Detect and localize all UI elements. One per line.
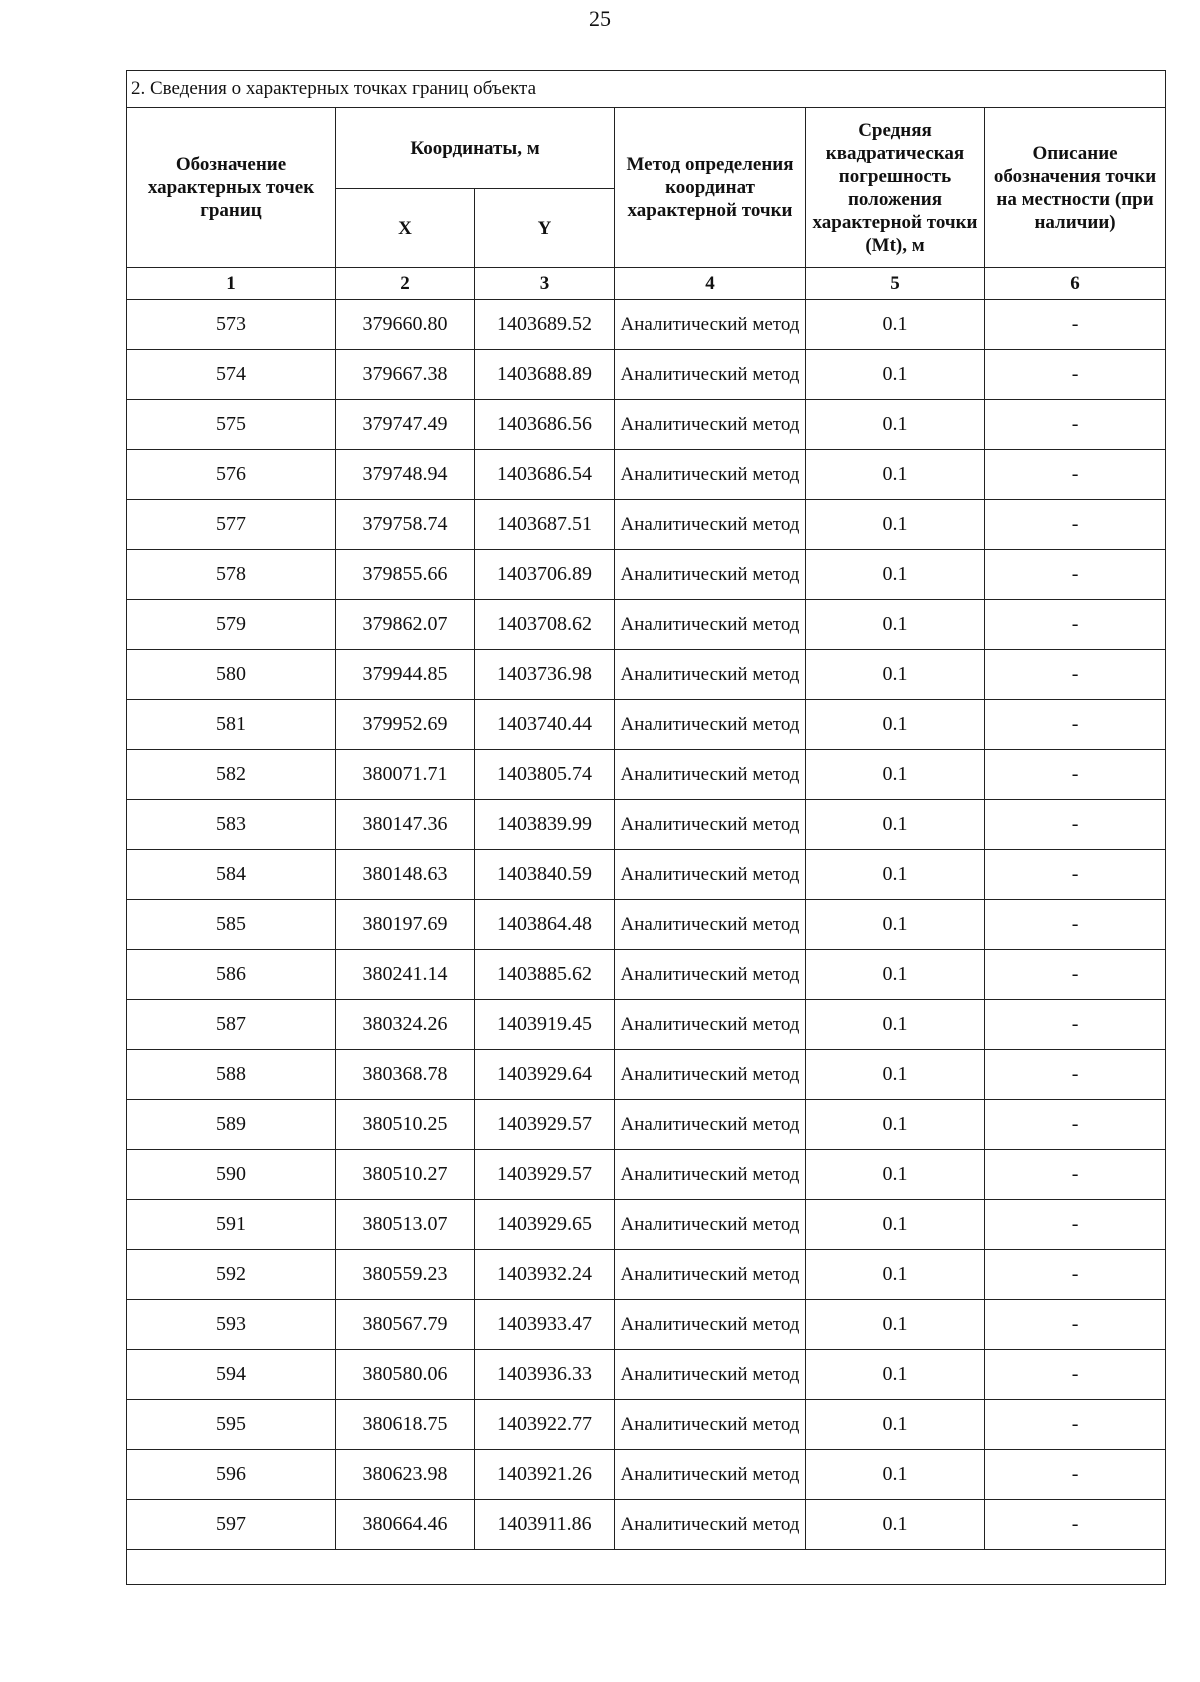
x-coordinate-cell: 379855.66 — [336, 550, 475, 600]
description-cell: - — [985, 1200, 1166, 1250]
header-x: X — [336, 189, 475, 268]
point-id-cell: 573 — [127, 300, 336, 350]
x-coordinate-cell: 380580.06 — [336, 1350, 475, 1400]
accuracy-cell: 0.1 — [806, 600, 985, 650]
table-row — [127, 900, 1166, 950]
point-id-cell: 576 — [127, 450, 336, 500]
table-row — [127, 450, 1166, 500]
description-cell: - — [985, 1100, 1166, 1150]
y-coordinate-cell: 1403864.48 — [475, 900, 615, 950]
y-coordinate-cell: 1403929.57 — [475, 1100, 615, 1150]
method-cell: Аналитический метод — [615, 1100, 806, 1150]
table-body — [127, 300, 1166, 1550]
x-coordinate-cell: 380324.26 — [336, 1000, 475, 1050]
accuracy-cell: 0.1 — [806, 1200, 985, 1250]
description-cell: - — [985, 850, 1166, 900]
x-coordinate-cell: 379944.85 — [336, 650, 475, 700]
point-id-cell: 596 — [127, 1450, 336, 1500]
table-row — [127, 300, 1166, 350]
point-id-cell: 577 — [127, 500, 336, 550]
accuracy-cell: 0.1 — [806, 1450, 985, 1500]
point-id-cell: 579 — [127, 600, 336, 650]
column-number: 6 — [985, 268, 1166, 300]
point-id-cell: 581 — [127, 700, 336, 750]
y-coordinate-cell: 1403922.77 — [475, 1400, 615, 1450]
table-row — [127, 550, 1166, 600]
method-cell: Аналитический метод — [615, 1500, 806, 1550]
accuracy-cell: 0.1 — [806, 1300, 985, 1350]
table-row — [127, 500, 1166, 550]
x-coordinate-cell: 380241.14 — [336, 950, 475, 1000]
table-row — [127, 750, 1166, 800]
x-coordinate-cell: 379758.74 — [336, 500, 475, 550]
column-number: 5 — [806, 268, 985, 300]
y-coordinate-cell: 1403885.62 — [475, 950, 615, 1000]
method-cell: Аналитический метод — [615, 300, 806, 350]
method-cell: Аналитический метод — [615, 450, 806, 500]
accuracy-cell: 0.1 — [806, 800, 985, 850]
x-coordinate-cell: 379862.07 — [336, 600, 475, 650]
x-coordinate-cell: 379660.80 — [336, 300, 475, 350]
y-coordinate-cell: 1403706.89 — [475, 550, 615, 600]
accuracy-cell: 0.1 — [806, 1400, 985, 1450]
description-cell: - — [985, 1250, 1166, 1300]
method-cell: Аналитический метод — [615, 1250, 806, 1300]
accuracy-cell: 0.1 — [806, 350, 985, 400]
method-cell: Аналитический метод — [615, 700, 806, 750]
table-row — [127, 1450, 1166, 1500]
table-row — [127, 600, 1166, 650]
y-coordinate-cell: 1403686.54 — [475, 450, 615, 500]
x-coordinate-cell: 380618.75 — [336, 1400, 475, 1450]
table-row — [127, 700, 1166, 750]
accuracy-cell: 0.1 — [806, 850, 985, 900]
description-cell: - — [985, 500, 1166, 550]
method-cell: Аналитический метод — [615, 1200, 806, 1250]
method-cell: Аналитический метод — [615, 1150, 806, 1200]
y-coordinate-cell: 1403708.62 — [475, 600, 615, 650]
point-id-cell: 574 — [127, 350, 336, 400]
point-id-cell: 593 — [127, 1300, 336, 1350]
x-coordinate-cell: 380148.63 — [336, 850, 475, 900]
accuracy-cell: 0.1 — [806, 950, 985, 1000]
description-cell: - — [985, 600, 1166, 650]
boundary-points-table — [126, 70, 1166, 1585]
y-coordinate-cell: 1403686.56 — [475, 400, 615, 450]
description-cell: - — [985, 1050, 1166, 1100]
method-cell: Аналитический метод — [615, 750, 806, 800]
accuracy-cell: 0.1 — [806, 700, 985, 750]
description-cell: - — [985, 1000, 1166, 1050]
method-cell: Аналитический метод — [615, 350, 806, 400]
method-cell: Аналитический метод — [615, 850, 806, 900]
header-description: Описание обозначения точки на местности (при наличии) — [985, 108, 1166, 268]
y-coordinate-cell: 1403911.86 — [475, 1500, 615, 1550]
table-row — [127, 350, 1166, 400]
table-row — [127, 1400, 1166, 1450]
method-cell: Аналитический метод — [615, 400, 806, 450]
table-row — [127, 1300, 1166, 1350]
description-cell: - — [985, 1500, 1166, 1550]
y-coordinate-cell: 1403933.47 — [475, 1300, 615, 1350]
accuracy-cell: 0.1 — [806, 500, 985, 550]
header-accuracy: Средняя квадратическая погрешность положения характерной точки (Mt), м — [806, 108, 985, 268]
accuracy-cell: 0.1 — [806, 300, 985, 350]
x-coordinate-cell: 380071.71 — [336, 750, 475, 800]
description-cell: - — [985, 1300, 1166, 1350]
method-cell: Аналитический метод — [615, 1450, 806, 1500]
y-coordinate-cell: 1403688.89 — [475, 350, 615, 400]
description-cell: - — [985, 750, 1166, 800]
description-cell: - — [985, 350, 1166, 400]
method-cell: Аналитический метод — [615, 550, 806, 600]
method-cell: Аналитический метод — [615, 600, 806, 650]
point-id-cell: 583 — [127, 800, 336, 850]
point-id-cell: 580 — [127, 650, 336, 700]
description-cell: - — [985, 950, 1166, 1000]
table-row — [127, 1100, 1166, 1150]
method-cell: Аналитический метод — [615, 950, 806, 1000]
header-coordinates: Координаты, м — [336, 108, 615, 189]
header-method: Метод определения координат характерной точки — [615, 108, 806, 268]
x-coordinate-cell: 379748.94 — [336, 450, 475, 500]
method-cell: Аналитический метод — [615, 500, 806, 550]
description-cell: - — [985, 300, 1166, 350]
y-coordinate-cell: 1403919.45 — [475, 1000, 615, 1050]
table-row — [127, 800, 1166, 850]
x-coordinate-cell: 380513.07 — [336, 1200, 475, 1250]
x-coordinate-cell: 380510.27 — [336, 1150, 475, 1200]
point-id-cell: 578 — [127, 550, 336, 600]
accuracy-cell: 0.1 — [806, 1150, 985, 1200]
accuracy-cell: 0.1 — [806, 450, 985, 500]
point-id-cell: 591 — [127, 1200, 336, 1250]
point-id-cell: 589 — [127, 1100, 336, 1150]
x-coordinate-cell: 380623.98 — [336, 1450, 475, 1500]
empty-footer-row — [127, 1550, 1166, 1585]
table-row — [127, 1200, 1166, 1250]
y-coordinate-cell: 1403840.59 — [475, 850, 615, 900]
table-row — [127, 650, 1166, 700]
page-number: 25 — [589, 6, 611, 31]
accuracy-cell: 0.1 — [806, 1000, 985, 1050]
x-coordinate-cell: 380510.25 — [336, 1100, 475, 1150]
y-coordinate-cell: 1403736.98 — [475, 650, 615, 700]
table-row — [127, 950, 1166, 1000]
x-coordinate-cell: 379747.49 — [336, 400, 475, 450]
table-row — [127, 1500, 1166, 1550]
accuracy-cell: 0.1 — [806, 900, 985, 950]
table-row — [127, 1350, 1166, 1400]
x-coordinate-cell: 380664.46 — [336, 1500, 475, 1550]
column-number: 3 — [475, 268, 615, 300]
y-coordinate-cell: 1403921.26 — [475, 1450, 615, 1500]
description-cell: - — [985, 650, 1166, 700]
point-id-cell: 582 — [127, 750, 336, 800]
description-cell: - — [985, 800, 1166, 850]
accuracy-cell: 0.1 — [806, 650, 985, 700]
table-row — [127, 1150, 1166, 1200]
column-number: 1 — [127, 268, 336, 300]
column-number: 4 — [615, 268, 806, 300]
point-id-cell: 592 — [127, 1250, 336, 1300]
description-cell: - — [985, 1350, 1166, 1400]
y-coordinate-cell: 1403687.51 — [475, 500, 615, 550]
x-coordinate-cell: 380197.69 — [336, 900, 475, 950]
point-id-cell: 590 — [127, 1150, 336, 1200]
point-id-cell: 585 — [127, 900, 336, 950]
description-cell: - — [985, 550, 1166, 600]
description-cell: - — [985, 700, 1166, 750]
y-coordinate-cell: 1403689.52 — [475, 300, 615, 350]
table-row — [127, 400, 1166, 450]
point-id-cell: 575 — [127, 400, 336, 450]
point-id-cell: 584 — [127, 850, 336, 900]
x-coordinate-cell: 379667.38 — [336, 350, 475, 400]
accuracy-cell: 0.1 — [806, 1350, 985, 1400]
description-cell: - — [985, 1400, 1166, 1450]
description-cell: - — [985, 1150, 1166, 1200]
point-id-cell: 597 — [127, 1500, 336, 1550]
method-cell: Аналитический метод — [615, 800, 806, 850]
point-id-cell: 587 — [127, 1000, 336, 1050]
table-row — [127, 1050, 1166, 1100]
accuracy-cell: 0.1 — [806, 550, 985, 600]
method-cell: Аналитический метод — [615, 1300, 806, 1350]
y-coordinate-cell: 1403740.44 — [475, 700, 615, 750]
description-cell: - — [985, 900, 1166, 950]
description-cell: - — [985, 1450, 1166, 1500]
point-id-cell: 594 — [127, 1350, 336, 1400]
accuracy-cell: 0.1 — [806, 750, 985, 800]
method-cell: Аналитический метод — [615, 900, 806, 950]
point-id-cell: 588 — [127, 1050, 336, 1100]
y-coordinate-cell: 1403839.99 — [475, 800, 615, 850]
table-row — [127, 1000, 1166, 1050]
y-coordinate-cell: 1403805.74 — [475, 750, 615, 800]
y-coordinate-cell: 1403929.57 — [475, 1150, 615, 1200]
x-coordinate-cell: 380147.36 — [336, 800, 475, 850]
table-caption: 2. Сведения о характерных точках границ объекта — [127, 71, 1166, 108]
method-cell: Аналитический метод — [615, 1050, 806, 1100]
x-coordinate-cell: 380567.79 — [336, 1300, 475, 1350]
x-coordinate-cell: 380368.78 — [336, 1050, 475, 1100]
header-designation: Обозначение характерных точек границ — [127, 108, 336, 268]
accuracy-cell: 0.1 — [806, 1500, 985, 1550]
y-coordinate-cell: 1403929.65 — [475, 1200, 615, 1250]
method-cell: Аналитический метод — [615, 1350, 806, 1400]
method-cell: Аналитический метод — [615, 1400, 806, 1450]
method-cell: Аналитический метод — [615, 1000, 806, 1050]
y-coordinate-cell: 1403929.64 — [475, 1050, 615, 1100]
column-number: 2 — [336, 268, 475, 300]
point-id-cell: 595 — [127, 1400, 336, 1450]
description-cell: - — [985, 450, 1166, 500]
x-coordinate-cell: 379952.69 — [336, 700, 475, 750]
accuracy-cell: 0.1 — [806, 1100, 985, 1150]
accuracy-cell: 0.1 — [806, 1250, 985, 1300]
y-coordinate-cell: 1403936.33 — [475, 1350, 615, 1400]
method-cell: Аналитический метод — [615, 650, 806, 700]
table-row — [127, 1250, 1166, 1300]
x-coordinate-cell: 380559.23 — [336, 1250, 475, 1300]
accuracy-cell: 0.1 — [806, 400, 985, 450]
accuracy-cell: 0.1 — [806, 1050, 985, 1100]
header-y: Y — [475, 189, 615, 268]
description-cell: - — [985, 400, 1166, 450]
point-id-cell: 586 — [127, 950, 336, 1000]
table-row — [127, 850, 1166, 900]
y-coordinate-cell: 1403932.24 — [475, 1250, 615, 1300]
